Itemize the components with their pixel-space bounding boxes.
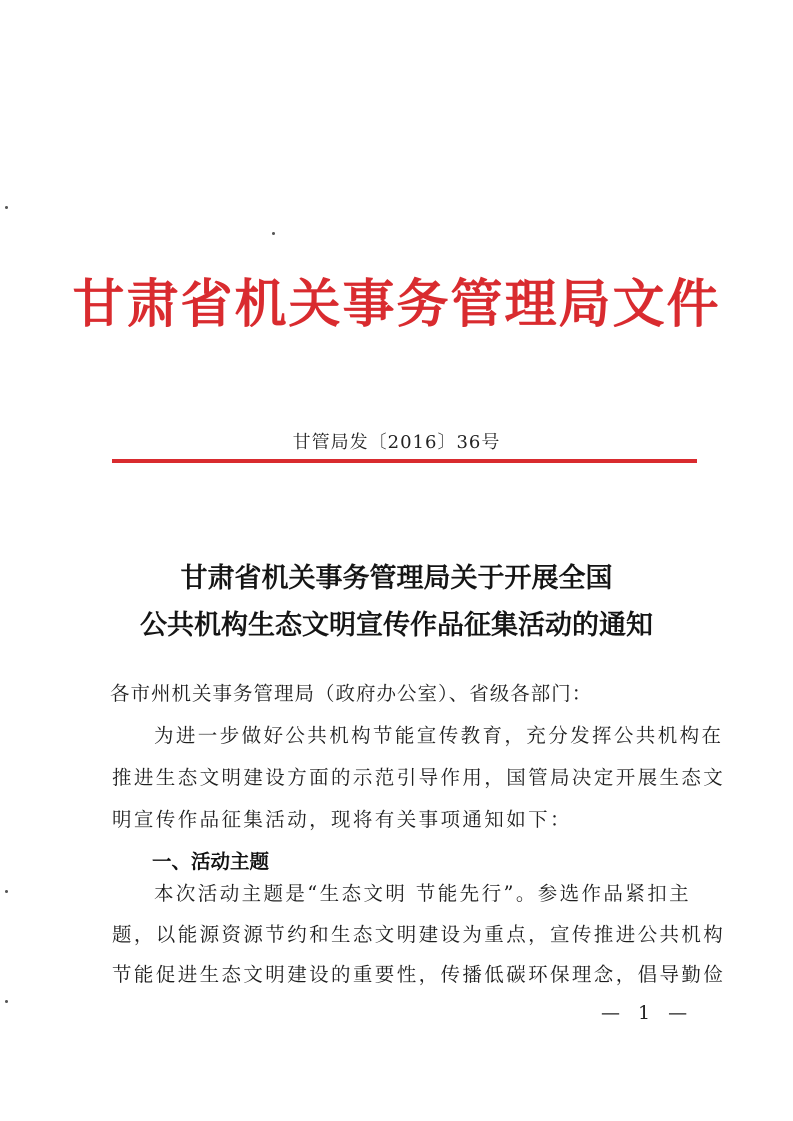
addressee-line: 各市州机关事务管理局（政府办公室）、省级各部门： bbox=[110, 682, 593, 705]
scan-speck bbox=[5, 206, 8, 209]
notice-title-line-2: 公共机构生态文明宣传作品征集活动的通知 bbox=[140, 610, 653, 641]
intro-paragraph-line: 明宣传作品征集活动，现将有关事项通知如下： bbox=[112, 808, 572, 831]
section-heading-activity-theme: 一、活动主题 bbox=[152, 850, 270, 873]
scan-speck bbox=[5, 1000, 8, 1003]
scan-speck bbox=[272, 232, 275, 235]
page-number: — 1 — bbox=[601, 1002, 694, 1024]
intro-paragraph-line: 推进生态文明建设方面的示范引导作用，国管局决定开展生态文 bbox=[112, 766, 726, 789]
intro-paragraph-line: 为进一步做好公共机构节能宣传教育，充分发挥公共机构在 bbox=[154, 724, 724, 747]
document-number: 甘管局发〔2016〕36号 bbox=[292, 432, 501, 453]
section-paragraph-line: 题，以能源资源节约和生态文明建设为重点，宣传推进公共机构 bbox=[112, 923, 726, 946]
notice-title-line-1: 甘肃省机关事务管理局关于开展全国 bbox=[180, 563, 613, 594]
red-header-divider bbox=[112, 459, 697, 463]
document-header-title: 甘肃省机关事务管理局文件 bbox=[72, 275, 721, 335]
scan-speck bbox=[5, 890, 8, 893]
section-paragraph-line: 节能促进生态文明建设的重要性，传播低碳环保理念，倡导勤俭 bbox=[112, 963, 726, 986]
section-paragraph-line: 本次活动主题是“生态文明 节能先行”。参选作品紧扣主 bbox=[154, 882, 692, 905]
